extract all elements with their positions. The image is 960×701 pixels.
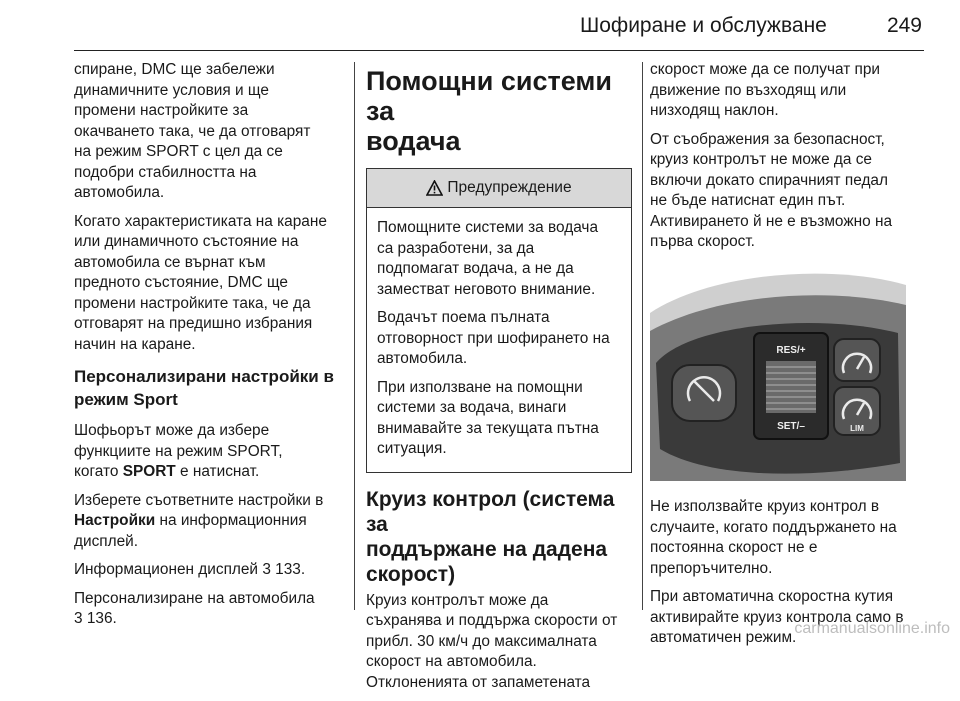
paragraph: Шофьорът може да избере функциите на режим SPORT, когато SPORT е натиснат. xyxy=(74,422,283,480)
section-title: Круиз контрол (система за поддържане на дадена скорост) xyxy=(366,487,615,586)
section-title: Помощни системи за водача xyxy=(366,66,612,156)
paragraph: Водачът поема пълната отговорност при шофирането на автомобила. xyxy=(377,309,610,367)
warning-header xyxy=(367,169,631,208)
column-1 xyxy=(74,60,346,638)
paragraph: Изберете съответните настройки в Настройки на информационния дисплей. xyxy=(74,491,324,550)
header-title: Шофиране и обслужване xyxy=(580,14,827,37)
cross-reference[interactable]: Персонализиране на автомобила 3 136. xyxy=(74,589,315,627)
warning-label: Предупреждение xyxy=(447,178,572,196)
paragraph: При използване на помощни системи за водача, винаги внимавайте за текущата пътна ситуация. xyxy=(377,378,599,457)
paragraph: Круиз контролът може да съхранява и поддържа скорости от прибл. 30 км/ч до максималната скорост на автомобила. Отклоненията от запаметената xyxy=(366,591,618,691)
cruise-on-button[interactable] xyxy=(834,339,880,381)
reference-arrow-icon: 3 xyxy=(262,561,271,578)
cross-reference[interactable]: Информационен дисплей 3 133. xyxy=(74,561,306,578)
column-2 xyxy=(366,60,632,701)
warning-box xyxy=(366,168,632,473)
lim-label: LIM xyxy=(850,423,864,433)
paragraph: Когато характеристиката на каране или динамичното състояние на автомобила се върнат към предното състояние, DMC ще промени настройките така, че да отговарят на предишно избрания начин на каране. xyxy=(74,212,327,353)
thumbwheel[interactable] xyxy=(766,361,816,413)
paragraph: спиране, DMC ще забележи динамичните условия и ще промени настройките за окачването така, че да отговарят на режим SPORT с цел да се подобри стабилността на автомобила. xyxy=(74,61,311,201)
reference-arrow-icon: 3 xyxy=(74,610,83,627)
paragraph: От съображения за безопасност, круиз контролът не може да се включи докато спирачният педал не бъде натиснат един път. Активирането й не е възможно на първа скорост. xyxy=(650,130,893,250)
paragraph: При автоматична скоростна кутия активирайте круиз контрола само в автоматичен режим. xyxy=(650,588,904,646)
paragraph: Не използвайте круиз контрол в случаите, когато поддържането на постоянна скорост не е препоръчително. xyxy=(650,498,897,577)
paragraph: скорост може да се получат при движение по възходящ или низходящ наклон. xyxy=(650,61,881,119)
paragraph: Помощните системи за водача са разработени, за да подпомагат водача, а не да заместват неговото внимание. xyxy=(377,219,599,298)
column-3 xyxy=(650,60,926,657)
section-heading: Персонализирани настройки в режим Sport xyxy=(74,367,334,409)
page-number: 249 xyxy=(886,14,922,37)
watermark: carmanualsonline.info xyxy=(794,620,950,637)
set-label: SET/– xyxy=(777,420,805,432)
column-divider xyxy=(642,62,643,610)
column-divider xyxy=(354,62,355,610)
res-label: RES/+ xyxy=(776,344,806,356)
header-rule xyxy=(74,50,924,51)
cruise-control-switch-figure xyxy=(650,273,906,481)
warning-triangle-icon xyxy=(426,180,443,196)
cancel-button[interactable] xyxy=(672,365,736,421)
